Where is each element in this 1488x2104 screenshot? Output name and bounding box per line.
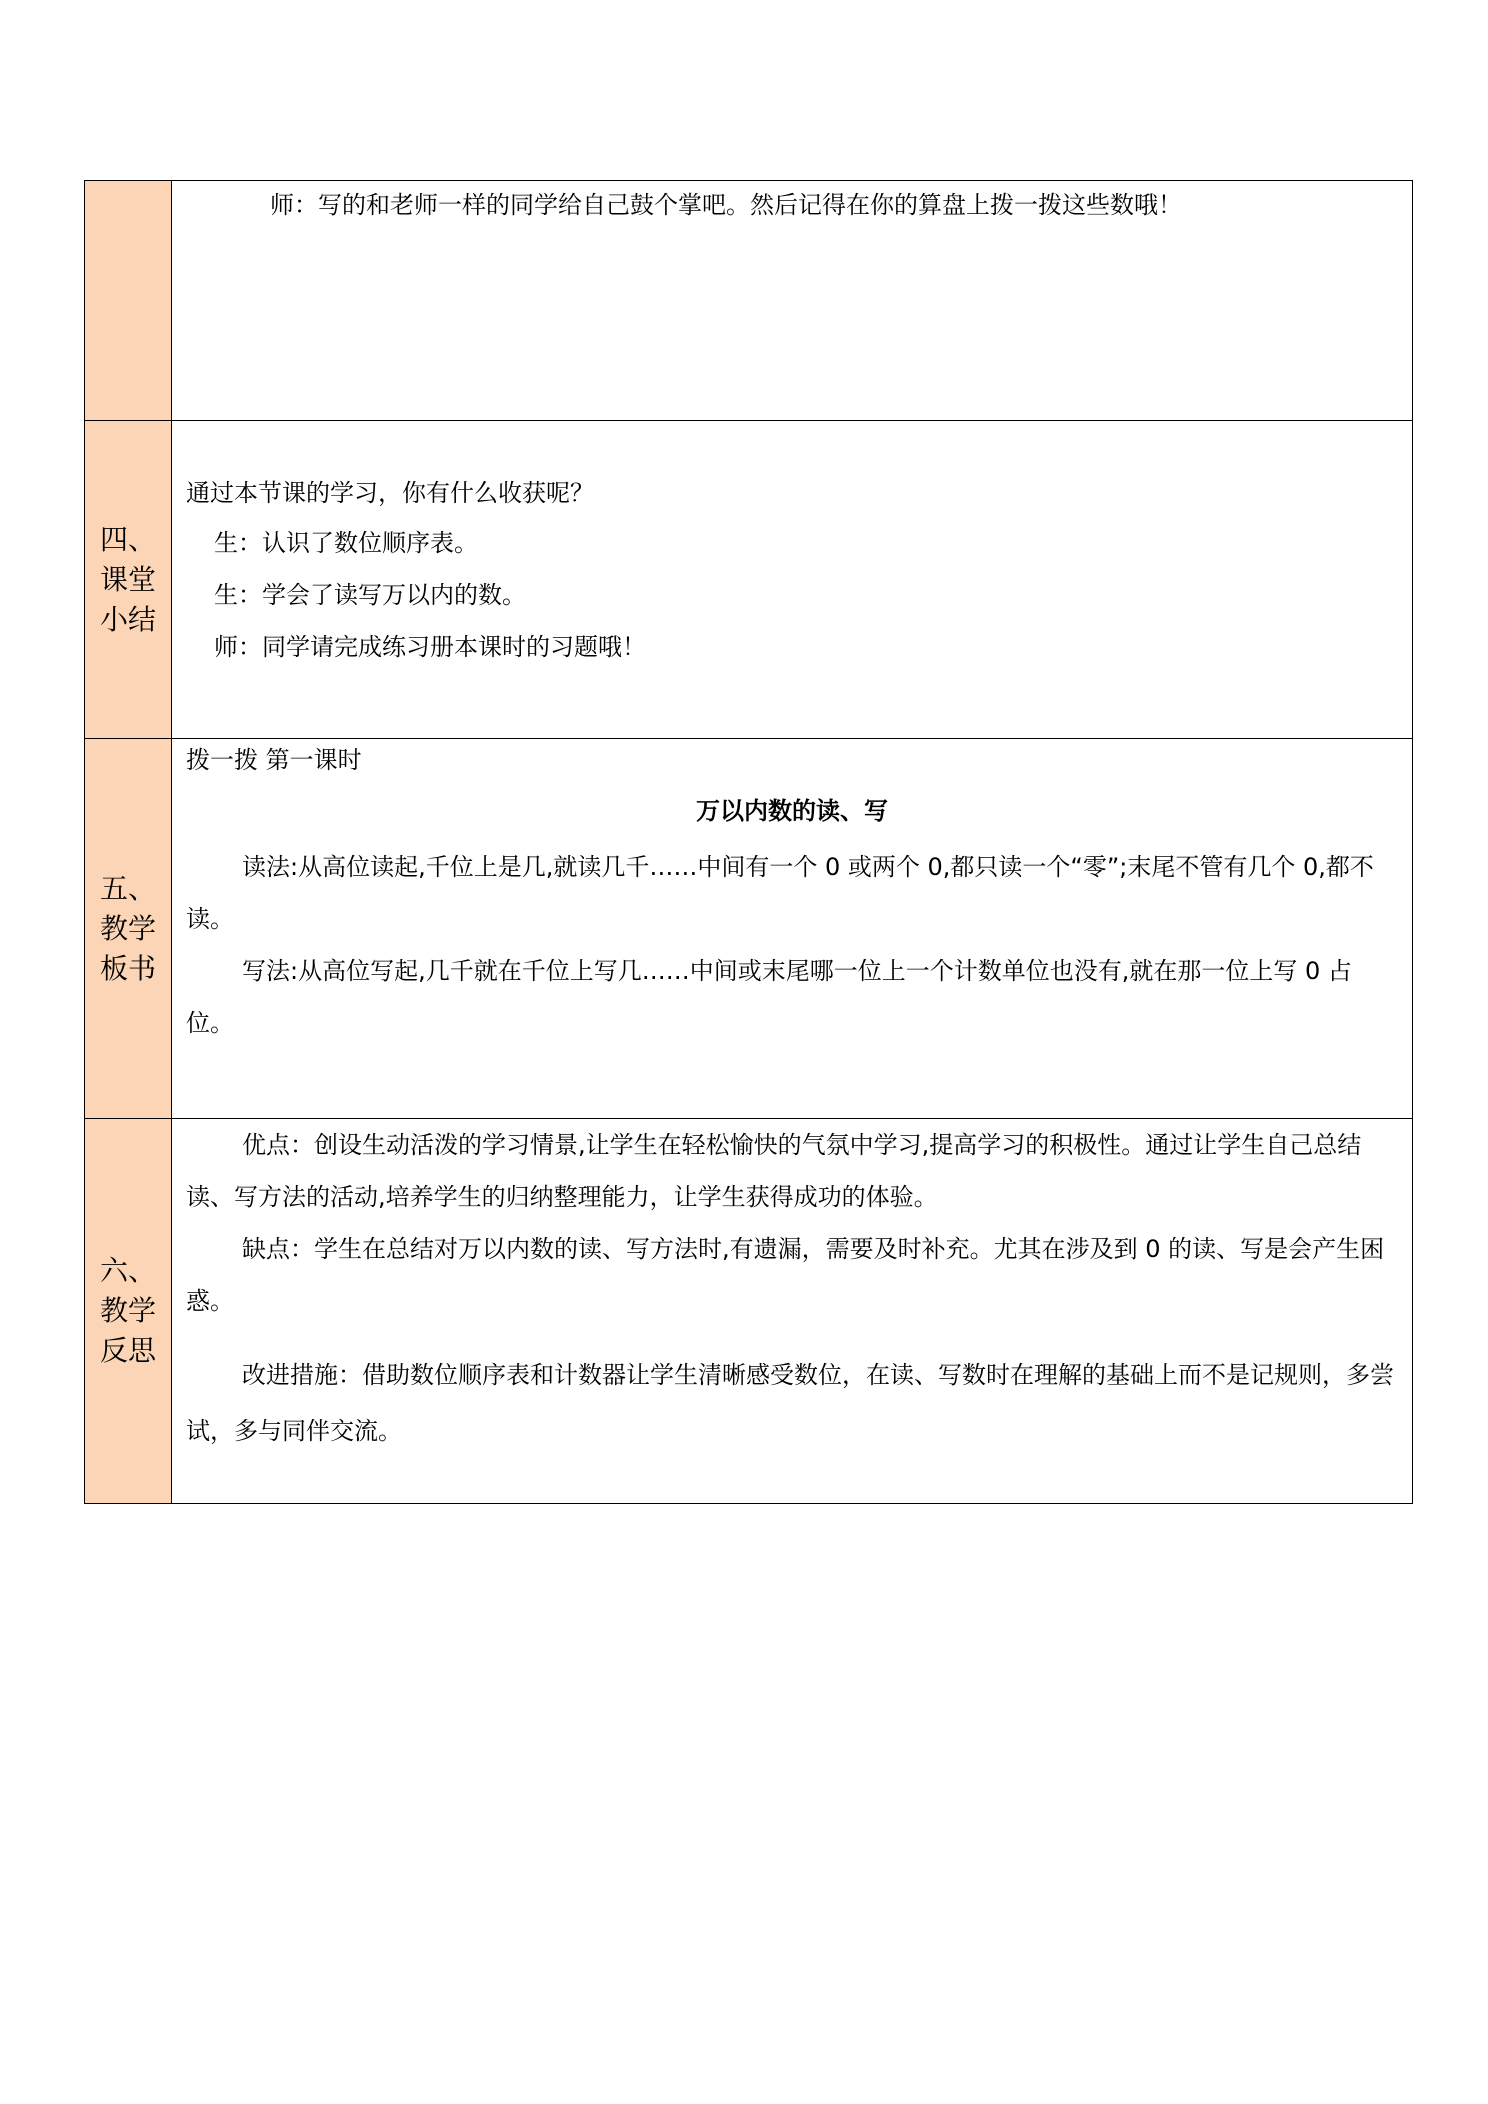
label-line: 四、	[99, 522, 156, 556]
label-line: 板书	[99, 951, 156, 985]
summary-teacher: 师：同学请完成练习册本课时的习题哦！	[214, 633, 646, 661]
summary-answer-1: 生：认识了数位顺序表。	[214, 529, 478, 557]
label-line: 教学	[99, 911, 156, 945]
summary-answer-2: 生：学会了读写万以内的数。	[214, 581, 526, 609]
label-line: 课堂	[99, 562, 156, 596]
row-content-summary	[172, 421, 1413, 739]
label-line: 六、	[99, 1254, 156, 1287]
label-line: 小结	[99, 602, 156, 636]
board-subtitle: 拨一拨 第一课时	[186, 746, 362, 774]
reflection-disadvantages: 缺点：学生在总结对万以内数的读、写方法时,有遗漏，需要及时补充。尤其在涉及到 0 的读、写是会产生困惑。	[186, 1235, 1385, 1315]
row-content-practice	[172, 181, 1413, 421]
reflection-advantages: 优点：创设生动活泼的学习情景,让学生在轻松愉快的气氛中学习,提高学习的积极性。通过让学生自己总结读、写方法的活动,培养学生的归纳整理能力，让学生获得成功的体验。	[186, 1131, 1362, 1211]
table-row-board	[85, 739, 1413, 1119]
label-line: 教学	[99, 1294, 156, 1327]
row-label-board	[85, 739, 172, 1119]
label-line: 五、	[99, 871, 156, 905]
row-label-reflection	[85, 1119, 172, 1504]
row-label-summary	[85, 421, 172, 739]
reflection-improvements: 改进措施：借助数位顺序表和计数器让学生清晰感受数位，在读、写数时在理解的基础上而不是记规则，多尝试，多与同伴交流。	[186, 1361, 1394, 1445]
teacher-line: 师：写的和老师一样的同学给自己鼓个掌吧。然后记得在你的算盘上拨一拨这些数哦！	[270, 191, 1182, 219]
table-row-reflection	[85, 1119, 1413, 1504]
label-line: 反思	[99, 1334, 156, 1367]
read-rule: 读法:从高位读起,千位上是几,就读几千……中间有一个 0 或两个 0,都只读一个“零”;末尾不管有几个 0,都不读。	[186, 853, 1374, 933]
table-row-practice	[85, 181, 1413, 421]
row-label-practice	[85, 181, 172, 421]
table-row-summary	[85, 421, 1413, 739]
lesson-plan-table	[84, 180, 1413, 1504]
board-title: 万以内数的读、写	[696, 797, 888, 825]
summary-question: 通过本节课的学习，你有什么收获呢？	[186, 479, 594, 507]
row-content-reflection	[172, 1119, 1413, 1504]
write-rule: 写法:从高位写起,几千就在千位上写几……中间或末尾哪一位上一个计数单位也没有,就在那一位上写 0 占位。	[186, 957, 1352, 1037]
row-content-board	[172, 739, 1413, 1119]
